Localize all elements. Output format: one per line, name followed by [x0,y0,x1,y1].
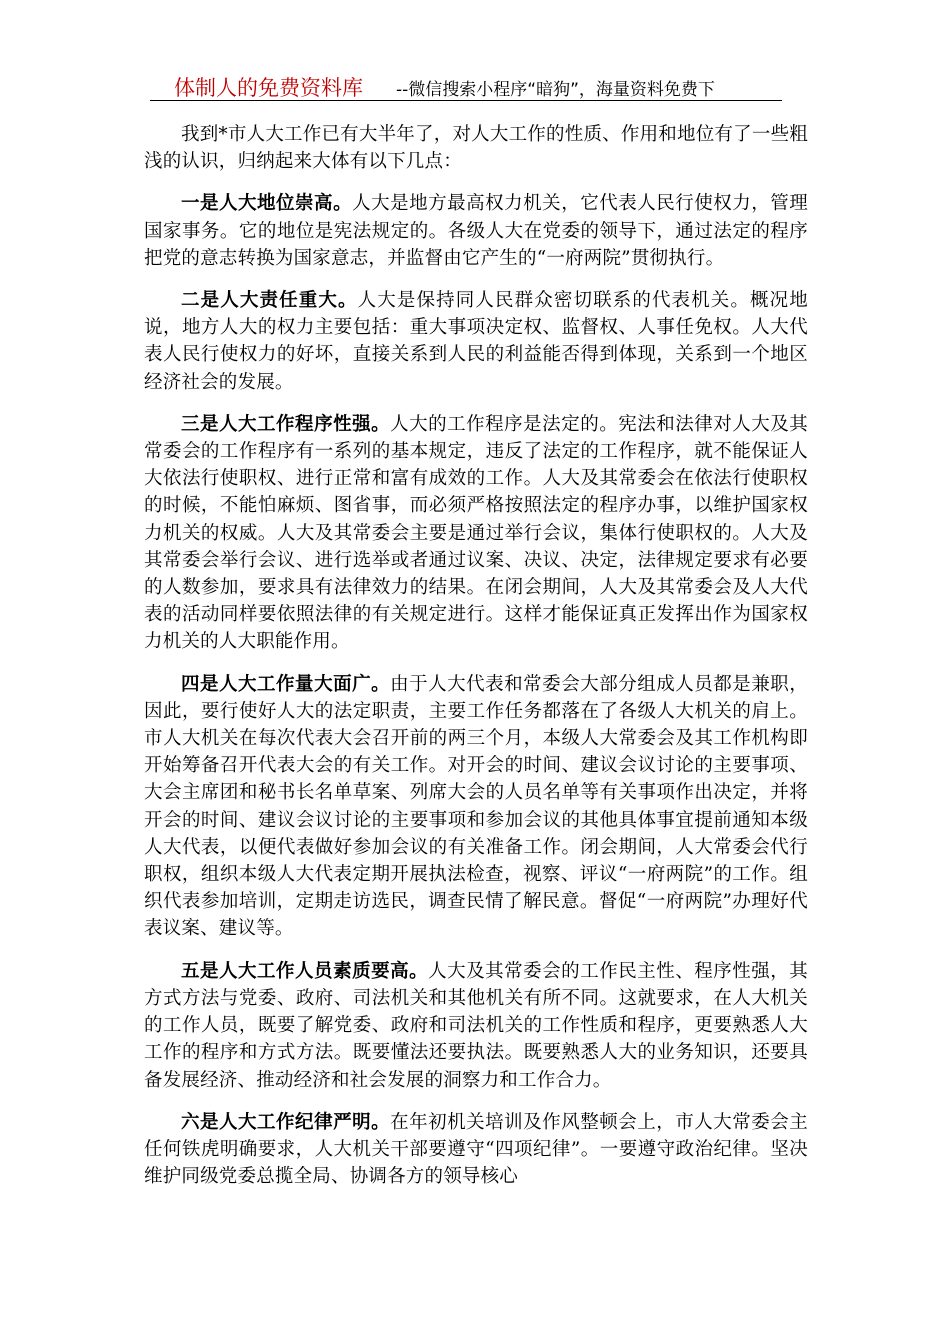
point-paragraph-2 [144,287,808,396]
paragraph-heading: 六是人大工作纪律严明。 [181,1111,391,1133]
point-paragraph-1 [144,190,808,272]
point-paragraph-5 [144,958,808,1094]
paragraph-text: 人大及其常委会的工作民主性、程序性强，其方式方法与党委、政府、司法机关和其他机关有所不同。这就要求，在人大机关的工作人员，既要了解党委、政府和司法机关的工作性质和程序，更要熟悉人大工作的程序和方式方法。既要懂法还要执法。既要熟悉人大的业务知识，还要具备发展经济、推动经济和社会发展的洞察力和工作合力。 [144,960,808,1091]
intro-paragraph [144,121,808,175]
paragraph-text: 我到*市人大工作已有大半年了，对人大工作的性质、作用和地位有了一些粗浅的认识，归纳起来大体有以下几点： [144,124,808,173]
paragraph-text: 人大是保持同人民群众密切联系的代表机关。概况地说，地方人大的权力主要包括：重大事项决定权、监督权、人事任免权。人大代表人民行使权力的好坏，直接关系到人民的利益能否得到体现，关系到一个地区经济社会的发展。 [144,290,808,393]
paragraph-heading: 一是人大地位崇高。 [181,193,353,215]
point-paragraph-4 [144,671,808,943]
paragraph-text: 由于人大代表和常委会大部分组成人员都是兼职，因此，要行使好人大的法定职责，主要工作任务都落在了各级人大机关的肩上。市人大机关在每次代表大会召开前的两三个月，本级人大常委会及其工作机构即开始筹备召开代表大会的有关工作。对开会的时间、建议会议讨论的主要事项、大会主席团和秘书长名单草案、列席大会的人员名单等有关事项作出决定，并将开会的时间、建议会议讨论的主要事项和参加会议的其他具体事宜提前通知本级人大代表，以便代表做好参加会议的有关准备工作。闭会期间，人大常委会代行职权，组织本级人大代表定期开展执法检查，视察、评议“一府两院”的工作。组织代表参加培训，定期走访选民，调查民情了解民意。督促“一府两院”办理好代表议案、建议等。 [144,673,809,940]
header-tagline: --微信搜索小程序“暗狗”，海量资料免费下 [396,80,715,100]
header-brand-title: 体制人的免费资料库 [174,76,363,100]
page-header [150,66,782,101]
paragraph-heading: 四是人大工作量大面广。 [181,673,391,695]
paragraph-text: 在年初机关培训及作风整顿会上，市人大常委会主任何铁虎明确要求，人大机关干部要遵守“四项纪律”。一要遵守政治纪律。坚决维护同级党委总揽全局、协调各方的领导核心 [144,1111,809,1188]
paragraph-text: 人大是地方最高权力机关，它代表人民行使权力，管理国家事务。它的地位是宪法规定的。各级人大在党委的领导下，通过法定的程序把党的意志转换为国家意志，并监督由它产生的“一府两院”贯彻执行。 [144,193,808,269]
paragraph-heading: 五是人大工作人员素质要高。 [181,960,429,982]
paragraph-heading: 三是人大工作程序性强。 [181,413,391,435]
paragraph-heading: 二是人大责任重大。 [181,290,358,312]
paragraph-text: 人大的工作程序是法定的。宪法和法律对人大及其常委会的工作程序有一系列的基本规定，违反了法定的工作程序，就不能保证人大依法行使职权、进行正常和富有成效的工作。人大及其常委会在依法行使职权的时候，不能怕麻烦、图省事，而必须严格按照法定的程序办事，以维护国家权力机关的权威。人大及其常委会主要是通过举行会议，集体行使职权的。人大及其常委会举行会议、进行选举或者通过议案、决议、决定，法律规定要求有必要的人数参加，要求具有法律效力的结果。在闭会期间，人大及其常委会及人大代表的活动同样要依照法律的有关规定进行。这样才能保证真正发挥出作为国家权力机关的人大职能作用。 [144,413,809,653]
point-paragraph-6 [144,1109,808,1191]
document-body [144,121,808,1205]
point-paragraph-3 [144,411,808,656]
